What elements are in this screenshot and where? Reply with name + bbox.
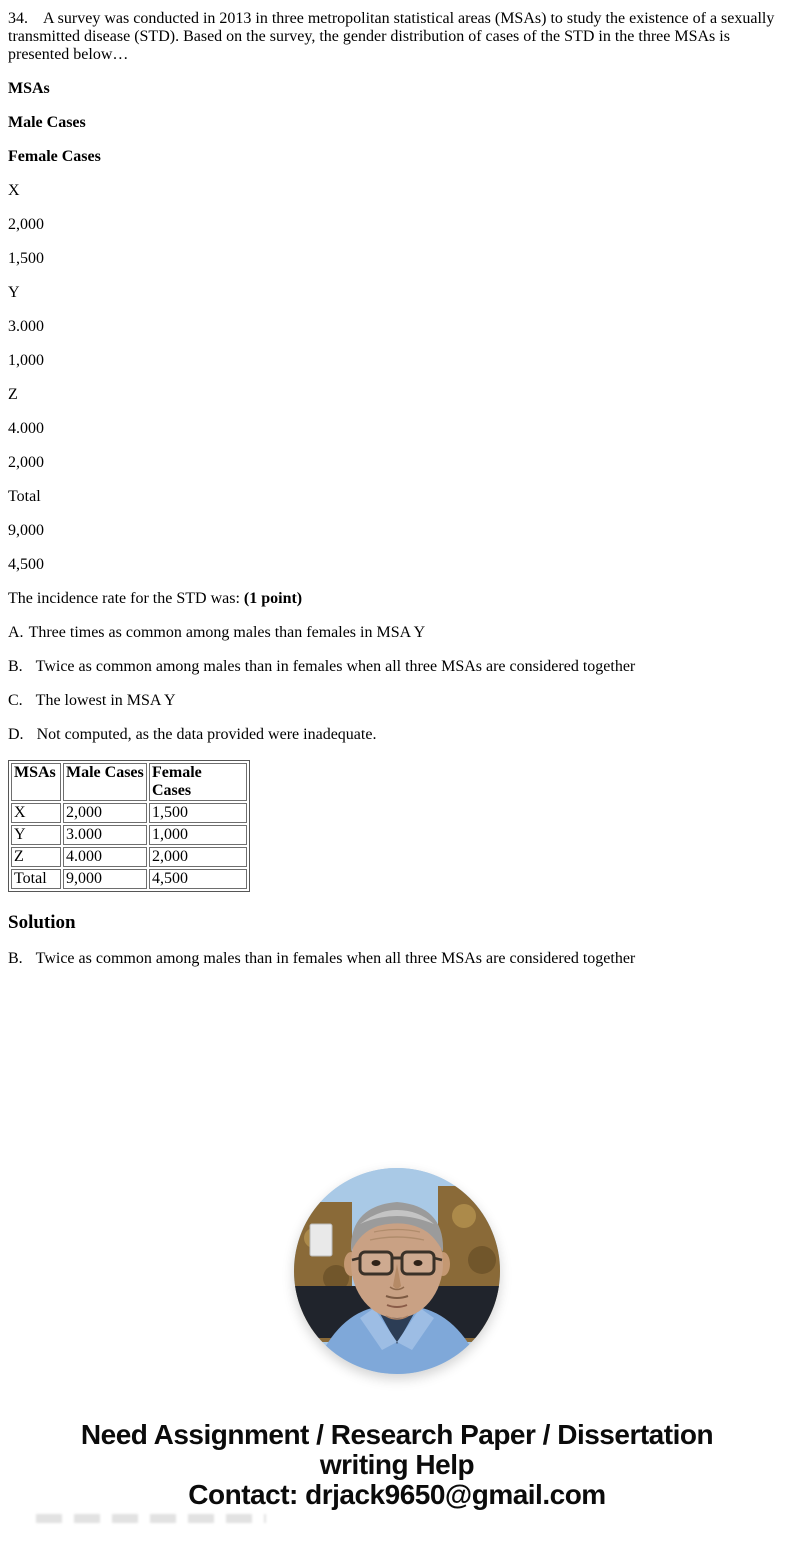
option-a-text: Three times as common among males than females in MSA Y xyxy=(28,624,426,641)
list-item: 3.000 xyxy=(8,318,44,335)
table-header-msas: MSAs xyxy=(11,763,61,801)
option-b-label: B. xyxy=(8,658,23,675)
list-item: 1,000 xyxy=(8,352,44,369)
list-item: 1,500 xyxy=(8,250,44,267)
table-cell: Z xyxy=(11,847,61,867)
list-item: 2,000 xyxy=(8,454,44,471)
footer-line-1: Need Assignment / Research Paper / Dissertation xyxy=(80,1419,714,1450)
list-item: 9,000 xyxy=(8,522,44,539)
table-cell: Y xyxy=(11,825,61,845)
cases-table xyxy=(8,760,250,892)
footer-line-2: writing Help xyxy=(319,1449,475,1480)
list-item: 2,000 xyxy=(8,216,44,233)
solution-answer xyxy=(8,950,786,968)
option-a xyxy=(8,624,786,642)
table-cell: 2,000 xyxy=(63,803,147,823)
tutor-portrait-illustration xyxy=(294,1168,500,1374)
table-row xyxy=(11,847,247,867)
list-item: Y xyxy=(8,284,20,301)
table-cell: 2,000 xyxy=(149,847,247,867)
table-row xyxy=(11,869,247,889)
option-b-text: Twice as common among males than in females when all three MSAs are considered together xyxy=(35,658,636,675)
list-item: X xyxy=(8,182,20,199)
prompt-points: (1 point) xyxy=(243,590,303,607)
solution-heading: Solution xyxy=(8,912,76,933)
option-c-text: The lowest in MSA Y xyxy=(35,692,176,709)
footer-line-3: Contact: drjack9650@gmail.com xyxy=(188,1479,606,1510)
table-cell: Total xyxy=(11,869,61,889)
option-c-label: C. xyxy=(8,692,23,709)
footer-promo xyxy=(8,1420,786,1510)
option-d xyxy=(8,726,786,744)
table-row xyxy=(11,803,247,823)
option-d-text: Not computed, as the data provided were inadequate. xyxy=(36,726,377,743)
list-header-msas: MSAs xyxy=(8,80,50,97)
list-item: Total xyxy=(8,488,41,505)
list-header-male-cases: Male Cases xyxy=(8,114,86,131)
table-cell: X xyxy=(11,803,61,823)
question-paragraph xyxy=(8,10,786,64)
list-header-female-cases: Female Cases xyxy=(8,148,101,165)
option-b xyxy=(8,658,786,676)
table-row xyxy=(11,825,247,845)
solution-answer-text: Twice as common among males than in females when all three MSAs are considered together xyxy=(35,950,636,967)
table-header-female-cases: Female Cases xyxy=(149,763,247,801)
prompt-text: The incidence rate for the STD was: xyxy=(8,590,244,607)
prompt-paragraph xyxy=(8,590,786,608)
table-cell: 4,500 xyxy=(149,869,247,889)
list-item: 4,500 xyxy=(8,556,44,573)
table-cell: 3.000 xyxy=(63,825,147,845)
tutor-avatar xyxy=(294,1168,500,1374)
list-item: Z xyxy=(8,386,18,403)
option-a-label: A. xyxy=(8,624,24,641)
solution-answer-label: B. xyxy=(8,950,23,967)
table-cell: 9,000 xyxy=(63,869,147,889)
avatar-container xyxy=(8,1168,786,1374)
table-header-male-cases: Male Cases xyxy=(63,763,147,801)
option-c xyxy=(8,692,786,710)
faint-watermark xyxy=(36,1514,266,1523)
question-number: 34. xyxy=(8,10,28,27)
question-text: A survey was conducted in 2013 in three metropolitan statistical areas (MSAs) to study the existence of a sexually transmitted disease (STD). Based on the survey, the gender distribution of cases of the STD in the three MSAs is presented below… xyxy=(8,10,775,63)
table-cell: 4.000 xyxy=(63,847,147,867)
table-header-row xyxy=(11,763,247,801)
table-cell: 1,500 xyxy=(149,803,247,823)
list-item: 4.000 xyxy=(8,420,44,437)
option-d-label: D. xyxy=(8,726,24,743)
table-cell: 1,000 xyxy=(149,825,247,845)
